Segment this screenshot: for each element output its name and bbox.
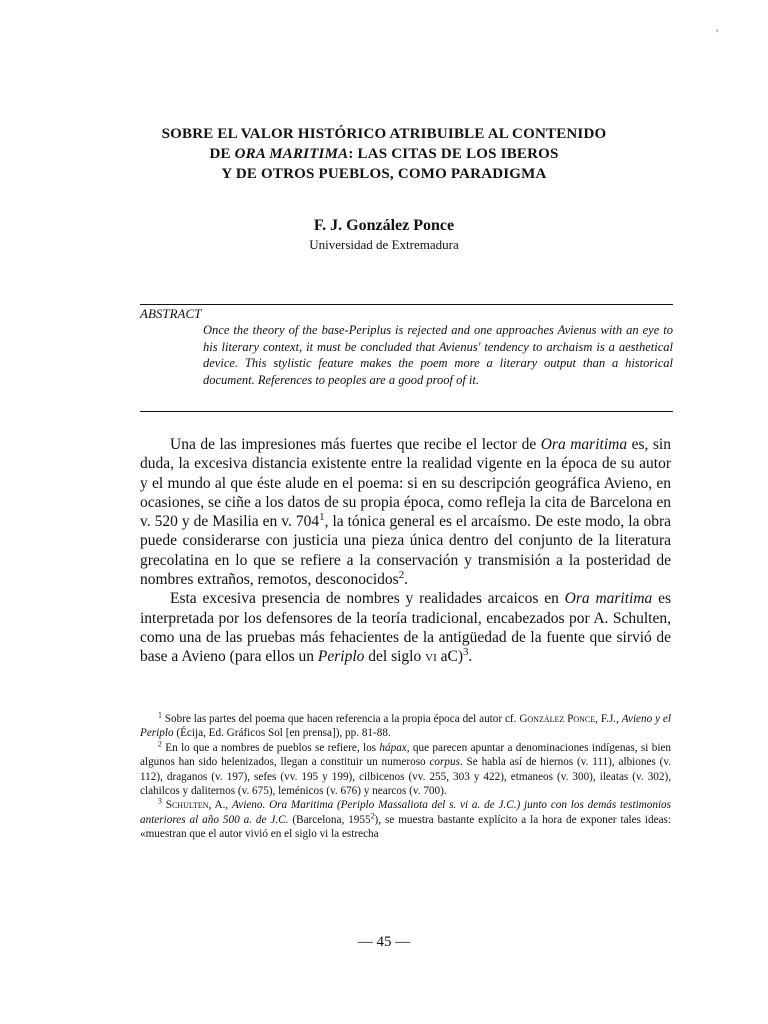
- footnote-number: 3: [158, 796, 162, 806]
- footnote-work-title: Avieno y el Periplo: [140, 713, 671, 740]
- footnote-ref-3: 3: [463, 646, 469, 659]
- footnote-segment: Sobre las partes del poema que hacen referencia a la propia época del autor cf.: [161, 713, 520, 725]
- title-work-name: ORA MARITIMA: [234, 146, 349, 162]
- p1-segment: .: [404, 571, 409, 589]
- footnote-author: González Ponce: [519, 713, 596, 725]
- footnote-segment: En lo que a nombres de pueblos se refiere, los: [161, 741, 380, 754]
- footnote-ref-1: 1: [319, 511, 325, 524]
- footnote-2: [140, 741, 671, 799]
- footnote-ref-2: 2: [398, 568, 405, 581]
- p2-italic-periplo: Periplo: [317, 648, 365, 666]
- author-name: F. J. González Ponce: [313, 217, 455, 234]
- title-line-2-prefix: DE: [209, 146, 235, 162]
- p2-century-numeral: vi: [425, 648, 437, 666]
- p1-segment: es, sin duda, la excesiva distancia existente entre la realidad vigente en la época de su autor y el mundo al que éste alude en el poema: si en su descripción geográfica Avieno, en ocasiones, se ciñe a los datos de su propia época, como refleja la cita de Barcelona en v. 520 y de Masilia en v. 704: [140, 436, 671, 531]
- footnote-3: [140, 798, 671, 841]
- p1-segment: , la tónica general es el arcaísmo. De este modo, la obra puede considerarse con justicia una pieza única dentro del conjunto de la literatura grecolatina en lo que se refiere a la conservación y transmisión a la posteridad de nombres extraños, remotos, desconocidos: [140, 513, 671, 589]
- footnote-segment: , A.,: [208, 799, 233, 812]
- footnote-italic-term: corpus: [429, 756, 460, 769]
- footnote-segment: (Écija, Ed. Gráficos Sol [en prensa]), pp. 81-88.: [173, 727, 391, 740]
- page-number: — 45 —: [357, 934, 411, 950]
- p2-italic-title: Ora maritima: [564, 590, 653, 608]
- abstract-section: [140, 304, 673, 412]
- footnote-segment: , F.J.,: [595, 713, 622, 725]
- title-line-1: SOBRE EL VALOR HISTÓRICO ATRIBUIBLE AL CONTENIDO: [161, 126, 607, 142]
- p2-segment: aC): [436, 648, 463, 666]
- footnote-number: 1: [158, 710, 162, 720]
- footnote-segment: , que parecen apuntar a denominaciones indígenas, si bien algunos han sido helenizados, llegan a constituir un numeroso: [140, 741, 671, 769]
- p2-segment: del siglo: [364, 648, 426, 666]
- body-text: [140, 435, 671, 667]
- footnote-1: [140, 712, 671, 741]
- abstract-label: ABSTRACT: [140, 306, 202, 321]
- abstract-text: Once the theory of the base-Periplus is rejected and one approaches Avienus with an eye to his literary context, it must be concluded that Avienus' tendency to archaism is a aesthetical device. This stylistic feature makes the poem more a literary output than a historical document. References to peoples are a good proof of it.: [203, 323, 673, 387]
- footnote-work-title: Avieno. Ora Maritima (Periplo Massaliota del s. vi a. de J.C.) junto con los demás testimonios anteriores al año 500 a. de J.C.: [140, 799, 672, 826]
- author-affiliation: Universidad de Extremadura: [309, 237, 459, 252]
- p1-segment: Una de las impresiones más fuertes que recibe el lector de: [170, 436, 541, 453]
- p2-segment: Esta excesiva presencia de nombres y realidades arcaicos en: [170, 590, 565, 608]
- body-paragraph-1: [140, 435, 671, 589]
- p1-italic-title: Ora maritima: [540, 436, 628, 453]
- footnote-italic-term: hápax: [379, 741, 407, 754]
- footnote-segment: . Se habla así de hiernos (v. 111), albiones (v. 112), draganos (v. 197), sefes (vv. 195 y 199), cilbicenos (vv. 255, 303 y 422), etmaneos (v. 300), ileatas (v. 302), clahilcos y daliternos (v. 675), leménicos (v. 676) y nearcos (v. 700).: [140, 756, 671, 798]
- p2-segment: .: [468, 648, 473, 666]
- p2-segment: es interpretada por los defensores de la teoría tradicional, encabezados por A. Schulten, como una de las pruebas más fehacientes de la antigüedad de la fuente que sirvió de base a Avieno (para ellos un: [140, 590, 671, 666]
- footnotes: [140, 712, 671, 842]
- footnote-author: Schulten: [165, 799, 209, 812]
- footnote-segment: (Barcelona, 1955: [288, 813, 371, 826]
- article-title: [120, 124, 648, 184]
- body-paragraph-2: [140, 589, 671, 666]
- footnote-edition-sup: 2: [370, 811, 375, 821]
- footnote-segment: ), se muestra bastante explícito a la hora de exponer tales ideas: «muestran que el autor vivió en el siglo vi la estrecha: [140, 813, 671, 841]
- title-line-2: [120, 144, 648, 164]
- title-line-2-suffix: : LAS CITAS DE LOS IBEROS: [348, 146, 559, 162]
- footnote-number: 2: [158, 739, 162, 749]
- title-line-3: Y DE OTROS PUEBLOS, COMO PARADIGMA: [221, 166, 547, 182]
- corner-mark: ': [716, 26, 719, 40]
